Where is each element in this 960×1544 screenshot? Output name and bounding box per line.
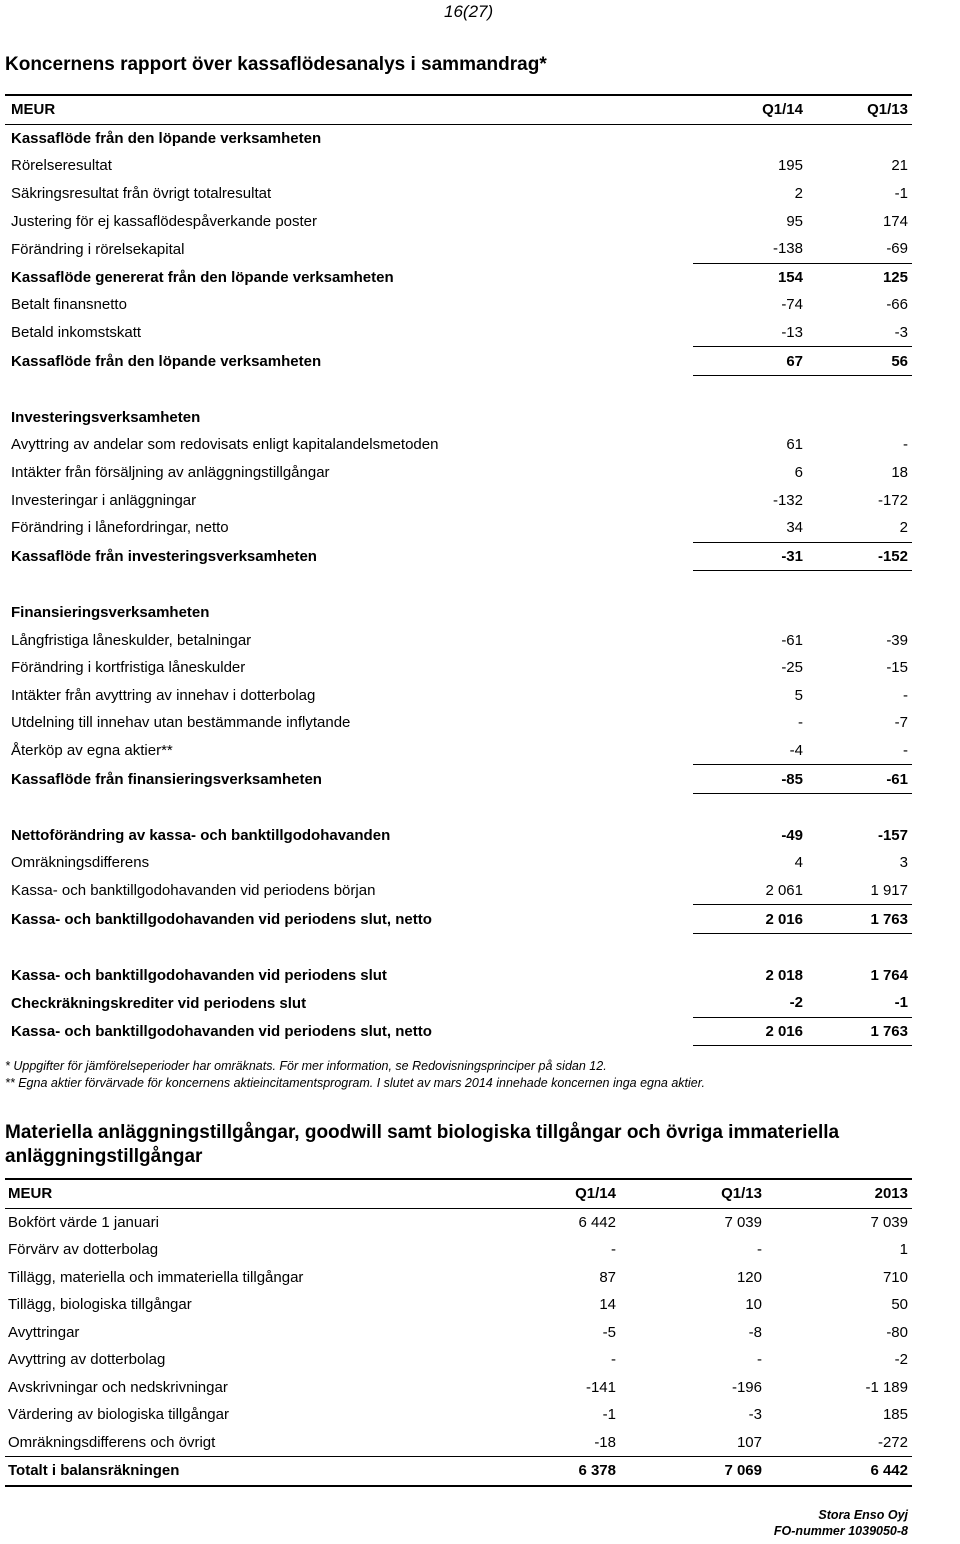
table-header-row — [5, 1179, 912, 1208]
value-q1-14: 2 — [794, 185, 803, 203]
table-row — [5, 431, 912, 459]
spacer-row — [5, 571, 912, 599]
value-q1-13: -1 — [807, 989, 912, 1017]
value-q1-13: -66 — [886, 296, 908, 314]
value-q1-13: -152 — [807, 542, 912, 571]
value-2013: 1 — [899, 1241, 908, 1259]
value-q1-13 — [807, 124, 912, 152]
table-row — [5, 124, 912, 152]
row-label: Avyttring av andelar som redovisats enligt kapitalandelsmetoden — [11, 436, 439, 454]
table-row — [5, 737, 912, 765]
org-number: FO-nummer 1039050-8 — [773, 1524, 908, 1538]
table-header-row — [5, 95, 912, 124]
value-q1-13: - — [903, 436, 908, 454]
value-q1-14: -4 — [693, 737, 807, 765]
value-q1-14: - — [798, 714, 803, 732]
value-q1-13 — [807, 793, 912, 821]
value-q1-13: -39 — [886, 631, 908, 649]
row-label: Omräkningsdifferens — [11, 854, 150, 872]
value-2013: 710 — [882, 1268, 908, 1286]
row-label: Intäkter från avyttring av innehav i dotterbolag — [11, 686, 316, 704]
table-row — [5, 514, 912, 542]
table-row — [5, 1017, 912, 1046]
value-q1-13: -196 — [731, 1378, 762, 1396]
row-label: Avskrivningar och nedskrivningar — [8, 1378, 228, 1396]
value-q1-14: 61 — [786, 436, 803, 454]
value-q1-13: 3 — [899, 854, 908, 872]
value-2013: -272 — [877, 1433, 908, 1451]
value-q1-13 — [807, 599, 912, 627]
row-label: Förändring i rörelsekapital — [11, 240, 185, 258]
value-q1-13: -172 — [877, 491, 908, 509]
value-q1-14: - — [611, 1351, 616, 1369]
table-row — [5, 849, 912, 877]
row-label: Tillägg, biologiska tillgångar — [8, 1296, 192, 1314]
value-q1-13: 1 763 — [807, 1017, 912, 1046]
value-q1-14: -74 — [781, 296, 803, 314]
row-label: Checkräkningskrediter vid periodens slut — [11, 994, 307, 1012]
company-name: Stora Enso Oyj — [818, 1508, 908, 1522]
row-label: Återköp av egna aktier** — [11, 742, 173, 760]
row-label — [5, 793, 693, 821]
table-row — [5, 263, 912, 291]
value-q1-13: -3 — [807, 319, 912, 347]
table-row — [5, 821, 912, 849]
table-row — [5, 905, 912, 934]
value-q1-14: 87 — [599, 1268, 616, 1286]
row-label: Nettoförändring av kassa- och banktillgodohavanden — [11, 826, 391, 844]
value-q1-14: 14 — [599, 1296, 616, 1314]
value-q1-14: 95 — [786, 212, 803, 230]
value-q1-14: 34 — [693, 514, 807, 542]
table-row — [5, 207, 912, 235]
row-label — [5, 933, 693, 961]
value-q1-14: -132 — [772, 491, 803, 509]
row-label: Förändring i lånefordringar, netto — [11, 519, 229, 537]
value-q1-14: -85 — [693, 765, 807, 794]
header-2013: 2013 — [766, 1179, 912, 1208]
value-q1-14 — [693, 933, 807, 961]
table-row — [5, 542, 912, 571]
value-q1-13: - — [807, 737, 912, 765]
total-q1-13: 7 069 — [620, 1457, 766, 1486]
value-q1-13: - — [757, 1241, 762, 1259]
value-q1-14: -13 — [693, 319, 807, 347]
spacer-row — [5, 375, 912, 403]
row-label — [5, 375, 693, 403]
row-label: Finansieringsverksamheten — [11, 603, 210, 621]
value-q1-14: -31 — [693, 542, 807, 571]
total-2013: 6 442 — [766, 1457, 912, 1486]
total-label: Totalt i balansräkningen — [5, 1457, 472, 1486]
table-row — [5, 877, 912, 905]
table-row — [5, 1429, 912, 1457]
value-2013: 7 039 — [870, 1213, 908, 1231]
value-q1-14: - — [611, 1241, 616, 1259]
value-q1-14: 4 — [794, 854, 803, 872]
cashflow-title: Koncernens rapport över kassaflödesanalys i sammandrag* — [5, 54, 547, 75]
value-q1-13: 7 039 — [724, 1213, 762, 1231]
value-q1-14: -61 — [781, 631, 803, 649]
footnote-2: ** Egna aktier förvärvade för koncernens aktieincitamentsprogram. I slutet av mars 2014 innehade koncernen inga egna aktier. — [5, 1076, 705, 1090]
row-label: Betalt finansnetto — [11, 296, 127, 314]
row-label: Förändring i kortfristiga låneskulder — [11, 659, 246, 677]
cashflow-table — [5, 94, 912, 1046]
value-q1-14: 2 061 — [693, 877, 807, 905]
value-q1-14 — [693, 404, 807, 432]
value-q1-13: 107 — [736, 1433, 762, 1451]
row-label: Säkringsresultat från övrigt totalresultat — [11, 185, 272, 203]
value-q1-14: 2 018 — [765, 966, 803, 984]
row-label: Tillägg, materiella och immateriella tillgångar — [8, 1268, 304, 1286]
value-q1-14 — [693, 124, 807, 152]
table-row — [5, 654, 912, 682]
value-q1-13: -61 — [807, 765, 912, 794]
value-q1-14 — [693, 599, 807, 627]
value-q1-14: -5 — [602, 1323, 616, 1341]
row-label: Kassaflöde från finansieringsverksamheten — [11, 770, 322, 788]
value-2013: 50 — [891, 1296, 908, 1314]
value-q1-14 — [693, 571, 807, 599]
table-row — [5, 1264, 912, 1292]
value-2013: -2 — [894, 1351, 908, 1369]
value-q1-14 — [693, 793, 807, 821]
value-q1-13: -7 — [894, 714, 908, 732]
spacer-row — [5, 793, 912, 821]
row-label: Långfristiga låneskulder, betalningar — [11, 631, 252, 649]
table-row — [5, 599, 912, 627]
row-label: Intäkter från försäljning av anläggningstillgångar — [11, 464, 330, 482]
value-q1-14: 195 — [777, 157, 803, 175]
value-q1-13: -3 — [748, 1406, 762, 1424]
value-q1-14: 154 — [777, 268, 803, 286]
table-row — [5, 319, 912, 347]
table-row — [5, 961, 912, 989]
row-label: Kassaflöde från investeringsverksamheten — [11, 547, 317, 565]
value-q1-14: -138 — [693, 235, 807, 263]
value-q1-14: 67 — [693, 347, 807, 376]
table-row — [5, 459, 912, 487]
value-q1-13: -15 — [886, 659, 908, 677]
table-row — [5, 989, 912, 1017]
header-unit: MEUR — [5, 1179, 472, 1208]
row-label: Kassaflöde från den löpande verksamheten — [11, 352, 322, 370]
table-row — [5, 486, 912, 514]
value-q1-13: 120 — [736, 1268, 762, 1286]
value-q1-13: - — [903, 686, 908, 704]
value-q1-14: 6 — [794, 464, 803, 482]
header-q1-13: Q1/13 — [620, 1179, 766, 1208]
value-q1-13: 174 — [882, 212, 908, 230]
row-label: Bokfört värde 1 januari — [8, 1213, 159, 1231]
value-q1-13: -8 — [748, 1323, 762, 1341]
row-label: Kassa- och banktillgodohavanden vid periodens slut, netto — [11, 910, 432, 928]
value-q1-14 — [693, 375, 807, 403]
row-label: Avyttringar — [8, 1323, 80, 1341]
table-row — [5, 347, 912, 376]
value-q1-13: 18 — [891, 464, 908, 482]
table-row — [5, 709, 912, 737]
row-label: Investeringsverksamheten — [11, 408, 201, 426]
value-2013: 185 — [882, 1406, 908, 1424]
header-unit: MEUR — [5, 95, 693, 124]
table-row — [5, 235, 912, 263]
table-row — [5, 1291, 912, 1319]
table-row — [5, 1346, 912, 1374]
value-q1-14: 5 — [794, 686, 803, 704]
table-row — [5, 291, 912, 319]
value-q1-13 — [807, 933, 912, 961]
value-2013: -1 189 — [865, 1378, 908, 1396]
table-row — [5, 626, 912, 654]
value-q1-14: 2 016 — [693, 1017, 807, 1046]
value-q1-13 — [807, 375, 912, 403]
assets-table — [5, 1178, 912, 1487]
value-q1-14: -1 — [602, 1406, 616, 1424]
value-q1-14: 2 016 — [693, 905, 807, 934]
value-q1-13: 21 — [891, 157, 908, 175]
value-q1-14: -49 — [781, 826, 803, 844]
value-q1-13: -69 — [807, 235, 912, 263]
value-q1-13: 1 764 — [870, 966, 908, 984]
table-row — [5, 681, 912, 709]
header-q1-14: Q1/14 — [693, 95, 807, 124]
value-q1-14: -18 — [594, 1433, 616, 1451]
row-label: Utdelning till innehav utan bestämmande inflytande — [11, 714, 351, 732]
row-label: Värdering av biologiska tillgångar — [8, 1406, 229, 1424]
value-q1-14: 6 442 — [578, 1213, 616, 1231]
table-row — [5, 152, 912, 180]
value-q1-13: 2 — [807, 514, 912, 542]
row-label: Avyttring av dotterbolag — [8, 1351, 166, 1369]
page-number: 16(27) — [444, 2, 494, 21]
row-label: Investeringar i anläggningar — [11, 491, 197, 509]
row-label: Förvärv av dotterbolag — [8, 1241, 159, 1259]
footnote-1: * Uppgifter för jämförelseperioder har omräknats. För mer information, se Redovisningsprinciper på sidan 12. — [5, 1059, 607, 1073]
table-row — [5, 1319, 912, 1347]
row-label — [5, 571, 693, 599]
table-row — [5, 1208, 912, 1236]
header-q1-13: Q1/13 — [807, 95, 912, 124]
table-row — [5, 180, 912, 208]
row-label: Omräkningsdifferens och övrigt — [8, 1433, 216, 1451]
table-row — [5, 1401, 912, 1429]
row-label: Kassa- och banktillgodohavanden vid periodens slut — [11, 966, 387, 984]
value-q1-13: -1 — [894, 185, 908, 203]
row-label: Kassa- och banktillgodohavanden vid periodens början — [11, 882, 376, 900]
value-q1-13: -157 — [877, 826, 908, 844]
row-label: Rörelseresultat — [11, 157, 112, 175]
table-row — [5, 1236, 912, 1264]
value-q1-13: 125 — [882, 268, 908, 286]
footnotes — [5, 1058, 705, 1092]
row-label: Kassaflöde från den löpande verksamheten — [11, 129, 322, 147]
value-q1-13: - — [757, 1351, 762, 1369]
value-q1-13: 10 — [745, 1296, 762, 1314]
value-q1-13: 1 763 — [807, 905, 912, 934]
value-q1-13 — [807, 571, 912, 599]
total-row — [5, 1457, 912, 1486]
table-row — [5, 1374, 912, 1402]
assets-title: Materiella anläggningstillgångar, goodwill samt biologiska tillgångar och övriga immateriella anläggningstillgångar — [5, 1122, 840, 1167]
value-q1-13 — [807, 404, 912, 432]
table-row — [5, 765, 912, 794]
value-q1-13: 1 917 — [807, 877, 912, 905]
value-q1-14: -25 — [781, 659, 803, 677]
row-label: Betald inkomstskatt — [11, 324, 142, 342]
row-label: Justering för ej kassaflödespåverkande poster — [11, 212, 318, 230]
table-row — [5, 404, 912, 432]
total-q1-14: 6 378 — [472, 1457, 620, 1486]
row-label: Kassaflöde genererat från den löpande verksamheten — [11, 268, 394, 286]
value-q1-14: -141 — [585, 1378, 616, 1396]
value-q1-14: -2 — [693, 989, 807, 1017]
value-q1-13: 56 — [807, 347, 912, 376]
value-2013: -80 — [886, 1323, 908, 1341]
spacer-row — [5, 933, 912, 961]
footer — [750, 1507, 908, 1539]
header-q1-14: Q1/14 — [472, 1179, 620, 1208]
row-label: Kassa- och banktillgodohavanden vid periodens slut, netto — [11, 1022, 432, 1040]
